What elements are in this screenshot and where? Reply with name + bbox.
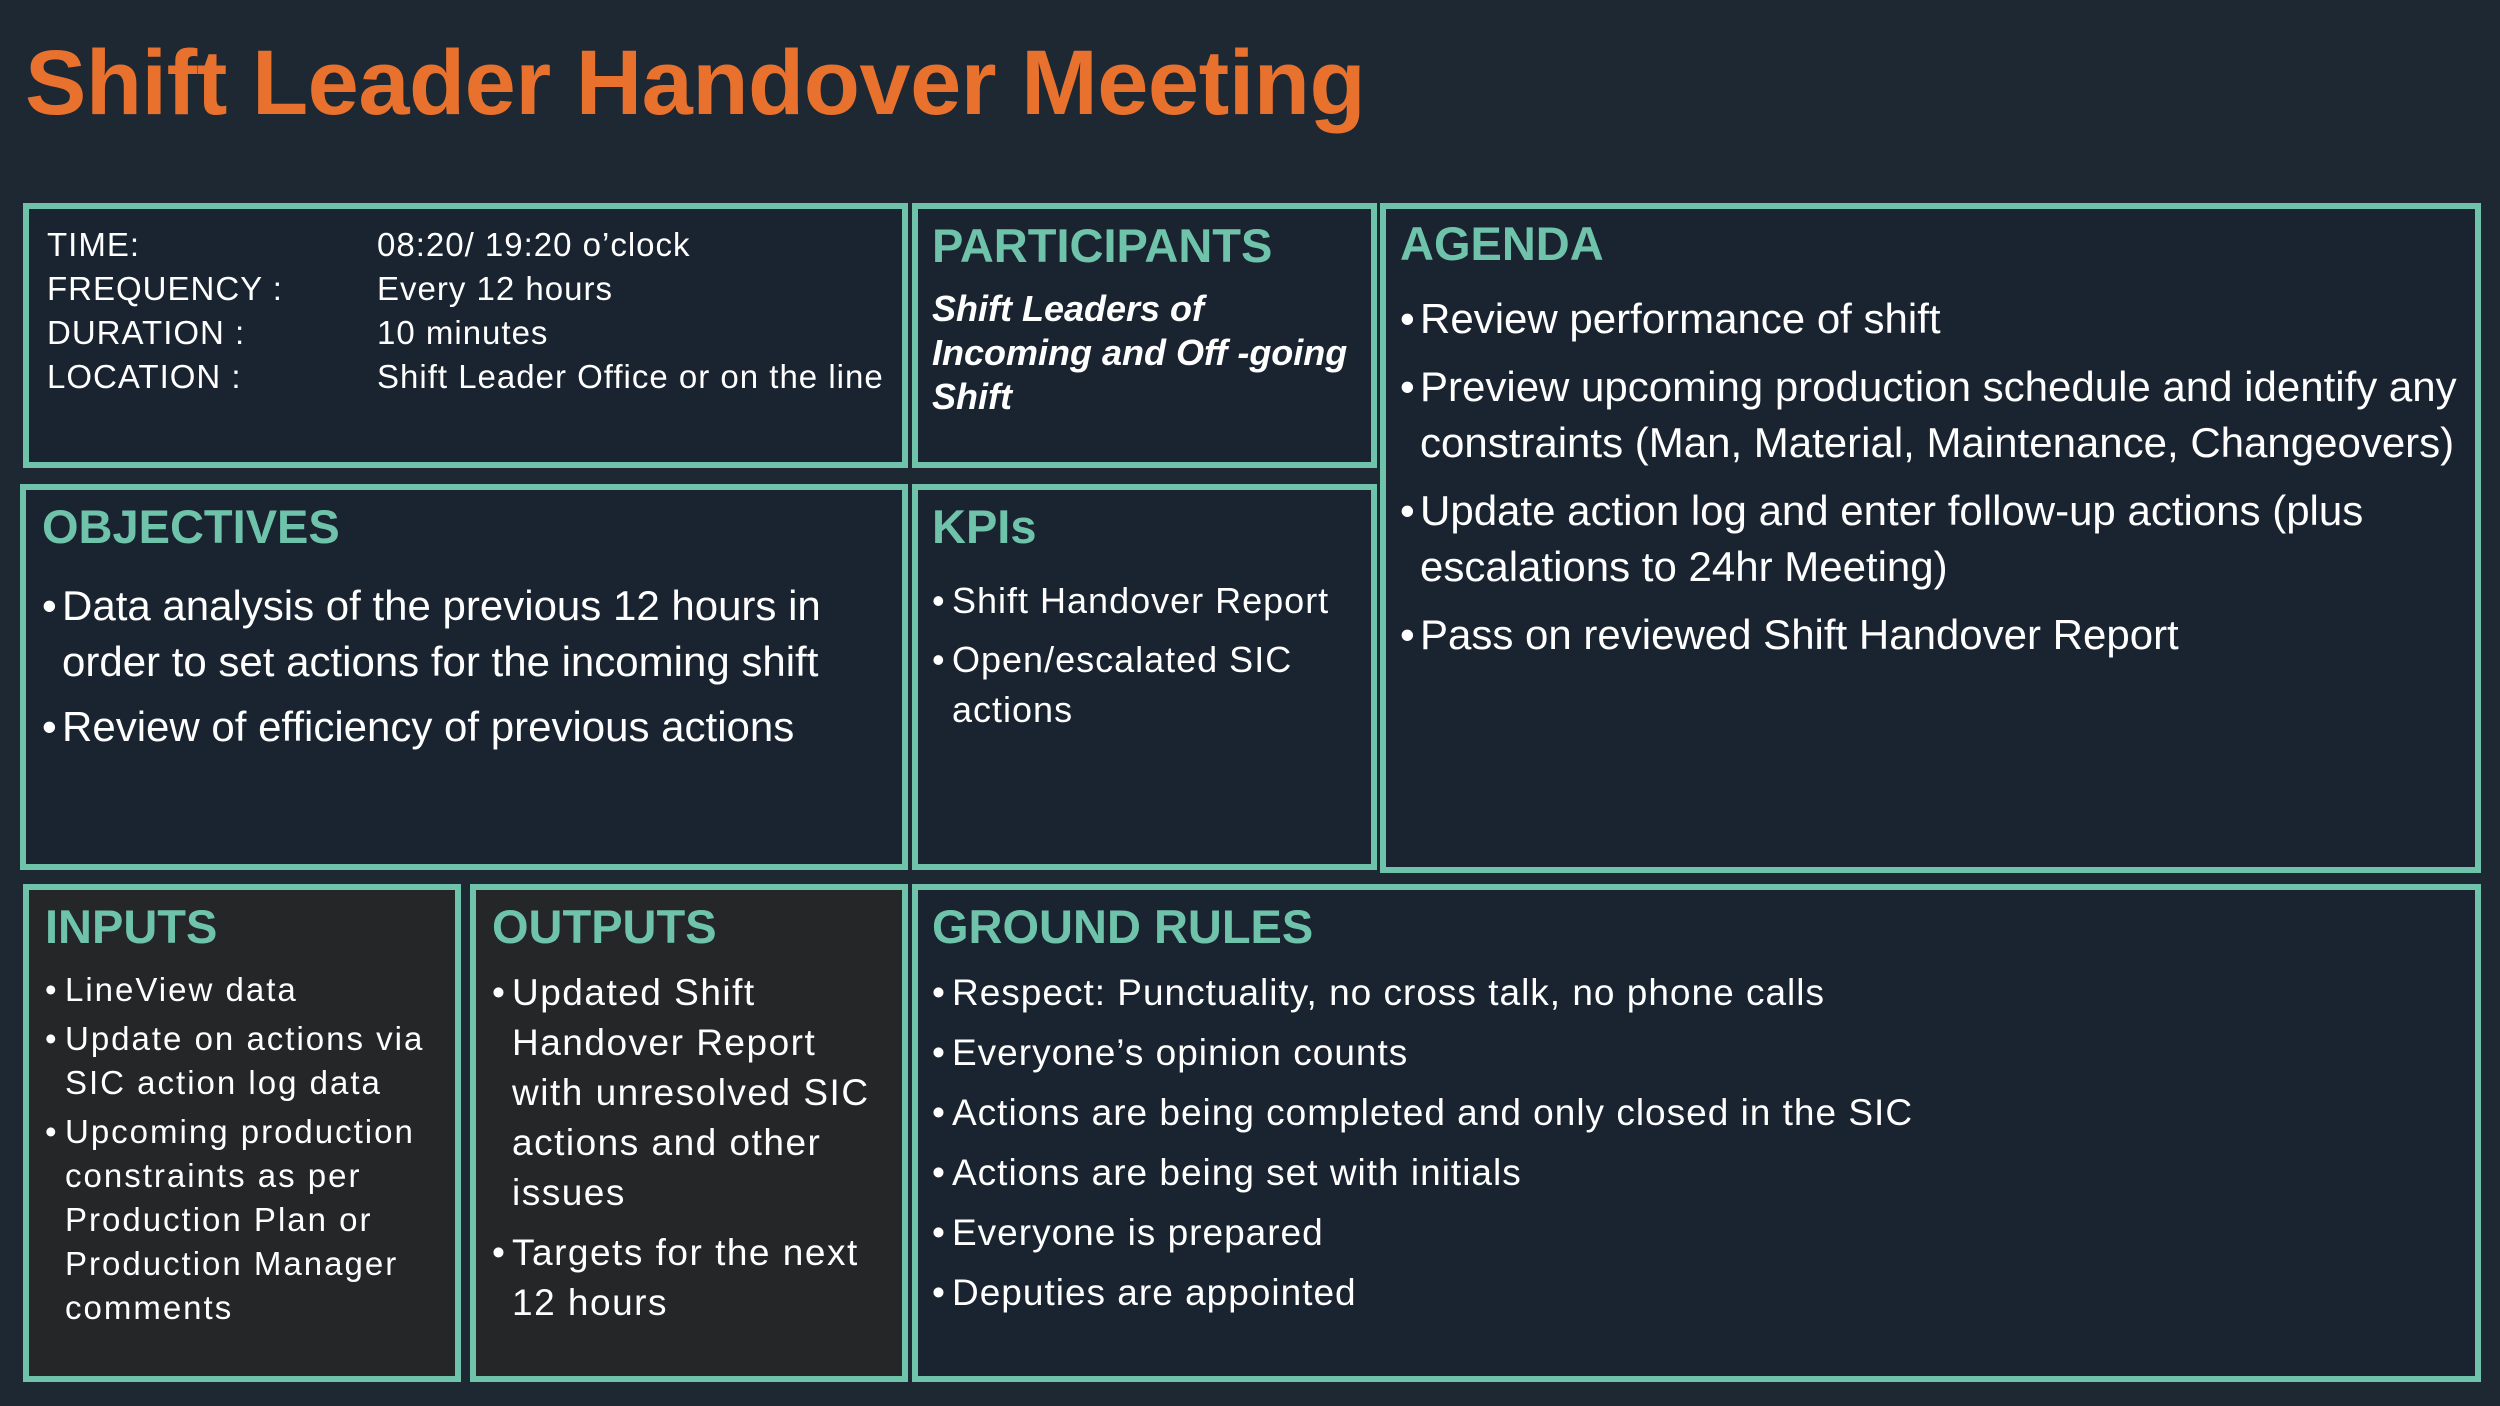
list-item: • Update on actions via SIC action log data xyxy=(45,1017,439,1105)
list-item: • Updated Shift Handover Report with unresolved SIC actions and other issues xyxy=(492,968,886,1218)
objectives-list xyxy=(42,578,886,755)
objectives-heading: OBJECTIVES xyxy=(42,500,340,553)
meeting-info-panel xyxy=(23,203,908,468)
inputs-panel xyxy=(23,884,461,1382)
info-value: 10 minutes xyxy=(377,314,549,351)
agenda-list xyxy=(1400,291,2461,663)
outputs-heading: OUTPUTS xyxy=(492,900,717,953)
info-value: 08:20/ 19:20 o’clock xyxy=(377,226,691,263)
info-key: TIME: xyxy=(47,226,140,263)
kpis-panel xyxy=(912,484,1377,870)
list-item: • Respect: Punctuality, no cross talk, no phone calls xyxy=(932,968,2461,1018)
page-title: Shift Leader Handover Meeting xyxy=(25,32,1366,134)
outputs-list xyxy=(492,968,886,1328)
list-item: • Update action log and enter follow-up actions (plus escalations to 24hr Meeting) xyxy=(1400,483,2461,595)
objectives-panel xyxy=(20,484,908,870)
participants-text: Shift Leaders of Incoming and Off -going Shift xyxy=(932,288,1348,418)
outputs-panel xyxy=(470,884,908,1382)
list-item: • Review of efficiency of previous actions xyxy=(42,699,886,755)
info-key: DURATION : xyxy=(47,314,246,351)
meeting-info-duration xyxy=(47,311,884,355)
info-key: FREQUENCY : xyxy=(47,270,283,307)
meeting-info-location xyxy=(47,355,884,399)
list-item: • Actions are being completed and only closed in the SIC xyxy=(932,1088,2461,1138)
list-item: • Upcoming production constraints as per Production Plan or Production Manager comments xyxy=(45,1110,439,1330)
meeting-info-time xyxy=(47,223,884,267)
agenda-heading: AGENDA xyxy=(1400,217,1604,270)
ground-rules-heading: GROUND RULES xyxy=(932,900,1314,953)
list-item: • Open/escalated SIC actions xyxy=(932,635,1357,735)
list-item: • Review performance of shift xyxy=(1400,291,2461,347)
list-item: • Data analysis of the previous 12 hours in order to set actions for the incoming shift xyxy=(42,578,886,690)
ground-rules-list xyxy=(932,968,2461,1318)
inputs-list xyxy=(45,968,439,1330)
kpis-list xyxy=(932,576,1357,735)
info-value: Every 12 hours xyxy=(377,270,613,307)
ground-rules-panel xyxy=(912,884,2481,1382)
list-item: • Everyone’s opinion counts xyxy=(932,1028,2461,1078)
info-key: LOCATION : xyxy=(47,358,242,395)
kpis-heading: KPIs xyxy=(932,500,1037,553)
list-item: • Deputies are appointed xyxy=(932,1268,2461,1318)
inputs-heading: INPUTS xyxy=(45,900,218,953)
list-item: • Pass on reviewed Shift Handover Report xyxy=(1400,607,2461,663)
list-item: • Targets for the next 12 hours xyxy=(492,1228,886,1328)
info-value: Shift Leader Office or on the line xyxy=(377,358,884,395)
list-item: • Shift Handover Report xyxy=(932,576,1357,626)
list-item: • Actions are being set with initials xyxy=(932,1148,2461,1198)
participants-heading: PARTICIPANTS xyxy=(932,219,1273,272)
agenda-panel xyxy=(1380,203,2481,873)
participants-panel xyxy=(912,203,1377,468)
list-item: • Preview upcoming production schedule and identify any constraints (Man, Material, Maintenance, Changeovers) xyxy=(1400,359,2461,471)
list-item: • LineView data xyxy=(45,968,439,1012)
meeting-info-list xyxy=(47,223,884,399)
meeting-info-frequency xyxy=(47,267,884,311)
list-item: • Everyone is prepared xyxy=(932,1208,2461,1258)
